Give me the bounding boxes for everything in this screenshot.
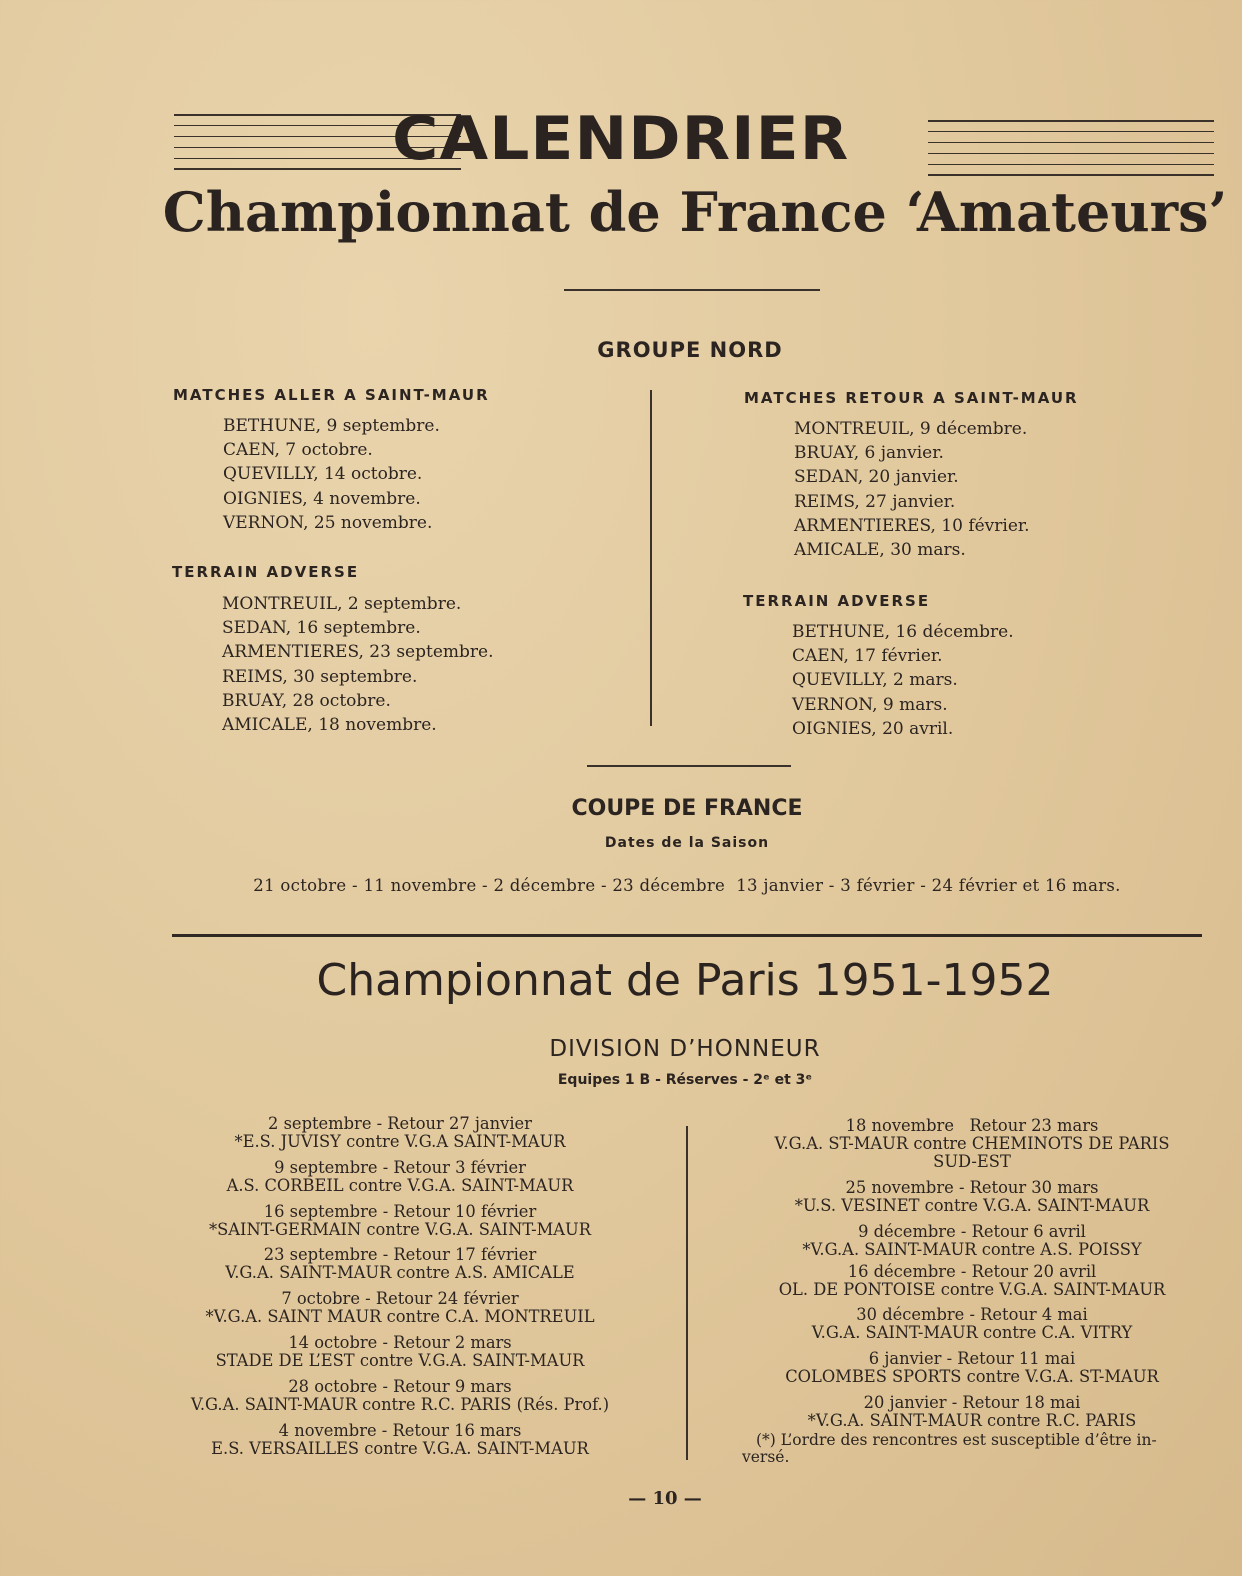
list-item: BETHUNE, 9 septembre. (223, 416, 440, 436)
division-honneur-heading: DIVISION D’HONNEUR (549, 1036, 821, 1062)
calendrier-title: CALENDRIER (392, 104, 850, 174)
coupe-subtitle: Dates de la Saison (604, 835, 770, 851)
list-item: 25 novembre - Retour 30 mars *U.S. VESINET contre V.G.A. SAINT-MAUR (794, 1177, 1150, 1215)
paris-matches-right (722, 1117, 1222, 1438)
footnote: (*) L’ordre des rencontres est susceptible d’être in- versé. (742, 1431, 1157, 1466)
list-item: 9 décembre - Retour 6 avril *V.G.A. SAINT-MAUR contre A.S. POISSY (802, 1221, 1142, 1259)
column-divider-nord (650, 390, 652, 726)
list-item: 16 septembre - Retour 10 février *SAINT-GERMAIN contre V.G.A. SAINT-MAUR (208, 1201, 592, 1239)
list-item: SEDAN, 16 septembre. (222, 618, 421, 639)
terrain-adverse-heading-left: TERRAIN ADVERSE (172, 563, 360, 581)
list-item: 9 septembre - Retour 3 février A.S. CORBEIL contre V.G.A. SAINT-MAUR (226, 1157, 574, 1195)
list-item: ARMENTIERES, 10 février. (794, 515, 1030, 536)
list-item: QUEVILLY, 14 octobre. (223, 464, 423, 485)
list-item: MONTREUIL, 9 décembre. (794, 419, 1028, 439)
divider-top (564, 289, 820, 291)
terrain-adverse-list-left (222, 592, 493, 737)
list-item: 7 octobre - Retour 24 février *V.G.A. SAINT MAUR contre C.A. MONTREUIL (205, 1289, 595, 1327)
list-item: 23 septembre - Retour 17 février V.G.A. SAINT-MAUR contre A.S. AMICALE (225, 1245, 575, 1283)
matches-aller-list (223, 414, 440, 535)
championnat-paris-title: Championnat de Paris 1951-1952 (316, 955, 1054, 1006)
terrain-adverse-list-right (792, 620, 1014, 741)
list-item: ARMENTIERES, 23 septembre. (222, 642, 494, 663)
championnat-france-title: Championnat de France ‘Amateurs’ (162, 180, 1228, 244)
list-item: 30 décembre - Retour 4 mai V.G.A. SAINT-MAUR contre C.A. VITRY (811, 1305, 1133, 1343)
groupe-nord-heading: GROUPE NORD (597, 338, 783, 362)
list-item: CAEN, 7 octobre. (223, 440, 373, 461)
matches-retour-list (794, 417, 1030, 562)
list-item: OIGNIES, 4 novembre. (223, 488, 421, 509)
divider-main (172, 934, 1202, 937)
divider-coupe (587, 765, 791, 767)
list-item: BETHUNE, 16 décembre. (792, 622, 1014, 642)
list-item: 14 octobre - Retour 2 mars STADE DE L’EST contre V.G.A. SAINT-MAUR (215, 1332, 585, 1370)
list-item: REIMS, 27 janvier. (794, 491, 956, 512)
list-item: CAEN, 17 février. (792, 646, 943, 667)
list-item: AMICALE, 18 novembre. (222, 715, 437, 736)
equipes-subtitle: Equipes 1 B - Réserves - 2ᵉ et 3ᵉ (557, 1072, 813, 1088)
coupe-de-france-heading: COUPE DE FRANCE (571, 796, 803, 821)
list-item: BRUAY, 6 janvier. (794, 443, 944, 464)
coupe-dates: 21 octobre - 11 novembre - 2 décembre - 23 décembre 13 janvier - 3 février - 24 février et 16 mars. (253, 876, 1121, 895)
list-item: 6 janvier - Retour 11 mai COLOMBES SPORTS contre V.G.A. ST-MAUR (785, 1349, 1159, 1387)
list-item: VERNON, 25 novembre. (223, 512, 433, 533)
matches-aller-heading: MATCHES ALLER A SAINT-MAUR (173, 386, 490, 404)
list-item: SEDAN, 20 janvier. (794, 467, 959, 488)
list-item: MONTREUIL, 2 septembre. (222, 594, 462, 614)
list-item: OIGNIES, 20 avril. (792, 718, 954, 739)
terrain-adverse-heading-right: TERRAIN ADVERSE (743, 592, 931, 610)
column-divider-paris (686, 1126, 688, 1460)
list-item: 28 octobre - Retour 9 mars V.G.A. SAINT-MAUR contre R.C. PARIS (Rés. Prof.) (190, 1376, 610, 1414)
list-item: 20 janvier - Retour 18 mai *V.G.A. SAINT-MAUR contre R.C. PARIS (807, 1392, 1137, 1430)
list-item: BRUAY, 28 octobre. (222, 690, 391, 711)
list-item: 4 novembre - Retour 16 mars E.S. VERSAILLES contre V.G.A. SAINT-MAUR (211, 1420, 589, 1458)
list-item: QUEVILLY, 2 mars. (792, 670, 958, 691)
list-item: 16 décembre - Retour 20 avril OL. DE PONTOISE contre V.G.A. SAINT-MAUR (778, 1261, 1166, 1299)
list-item: 2 septembre - Retour 27 janvier *E.S. JUVISY contre V.G.A SAINT-MAUR (234, 1114, 566, 1151)
paris-matches-left (150, 1115, 650, 1465)
list-item: 18 novembre Retour 23 mars V.G.A. ST-MAUR contre CHEMINOTS DE PARIS SUD-EST (774, 1116, 1170, 1171)
page-number: — 10 — (628, 1488, 702, 1509)
matches-retour-heading: MATCHES RETOUR A SAINT-MAUR (744, 389, 1079, 407)
list-item: AMICALE, 30 mars. (794, 540, 966, 561)
list-item: VERNON, 9 mars. (792, 694, 948, 715)
list-item: REIMS, 30 septembre. (222, 666, 418, 687)
